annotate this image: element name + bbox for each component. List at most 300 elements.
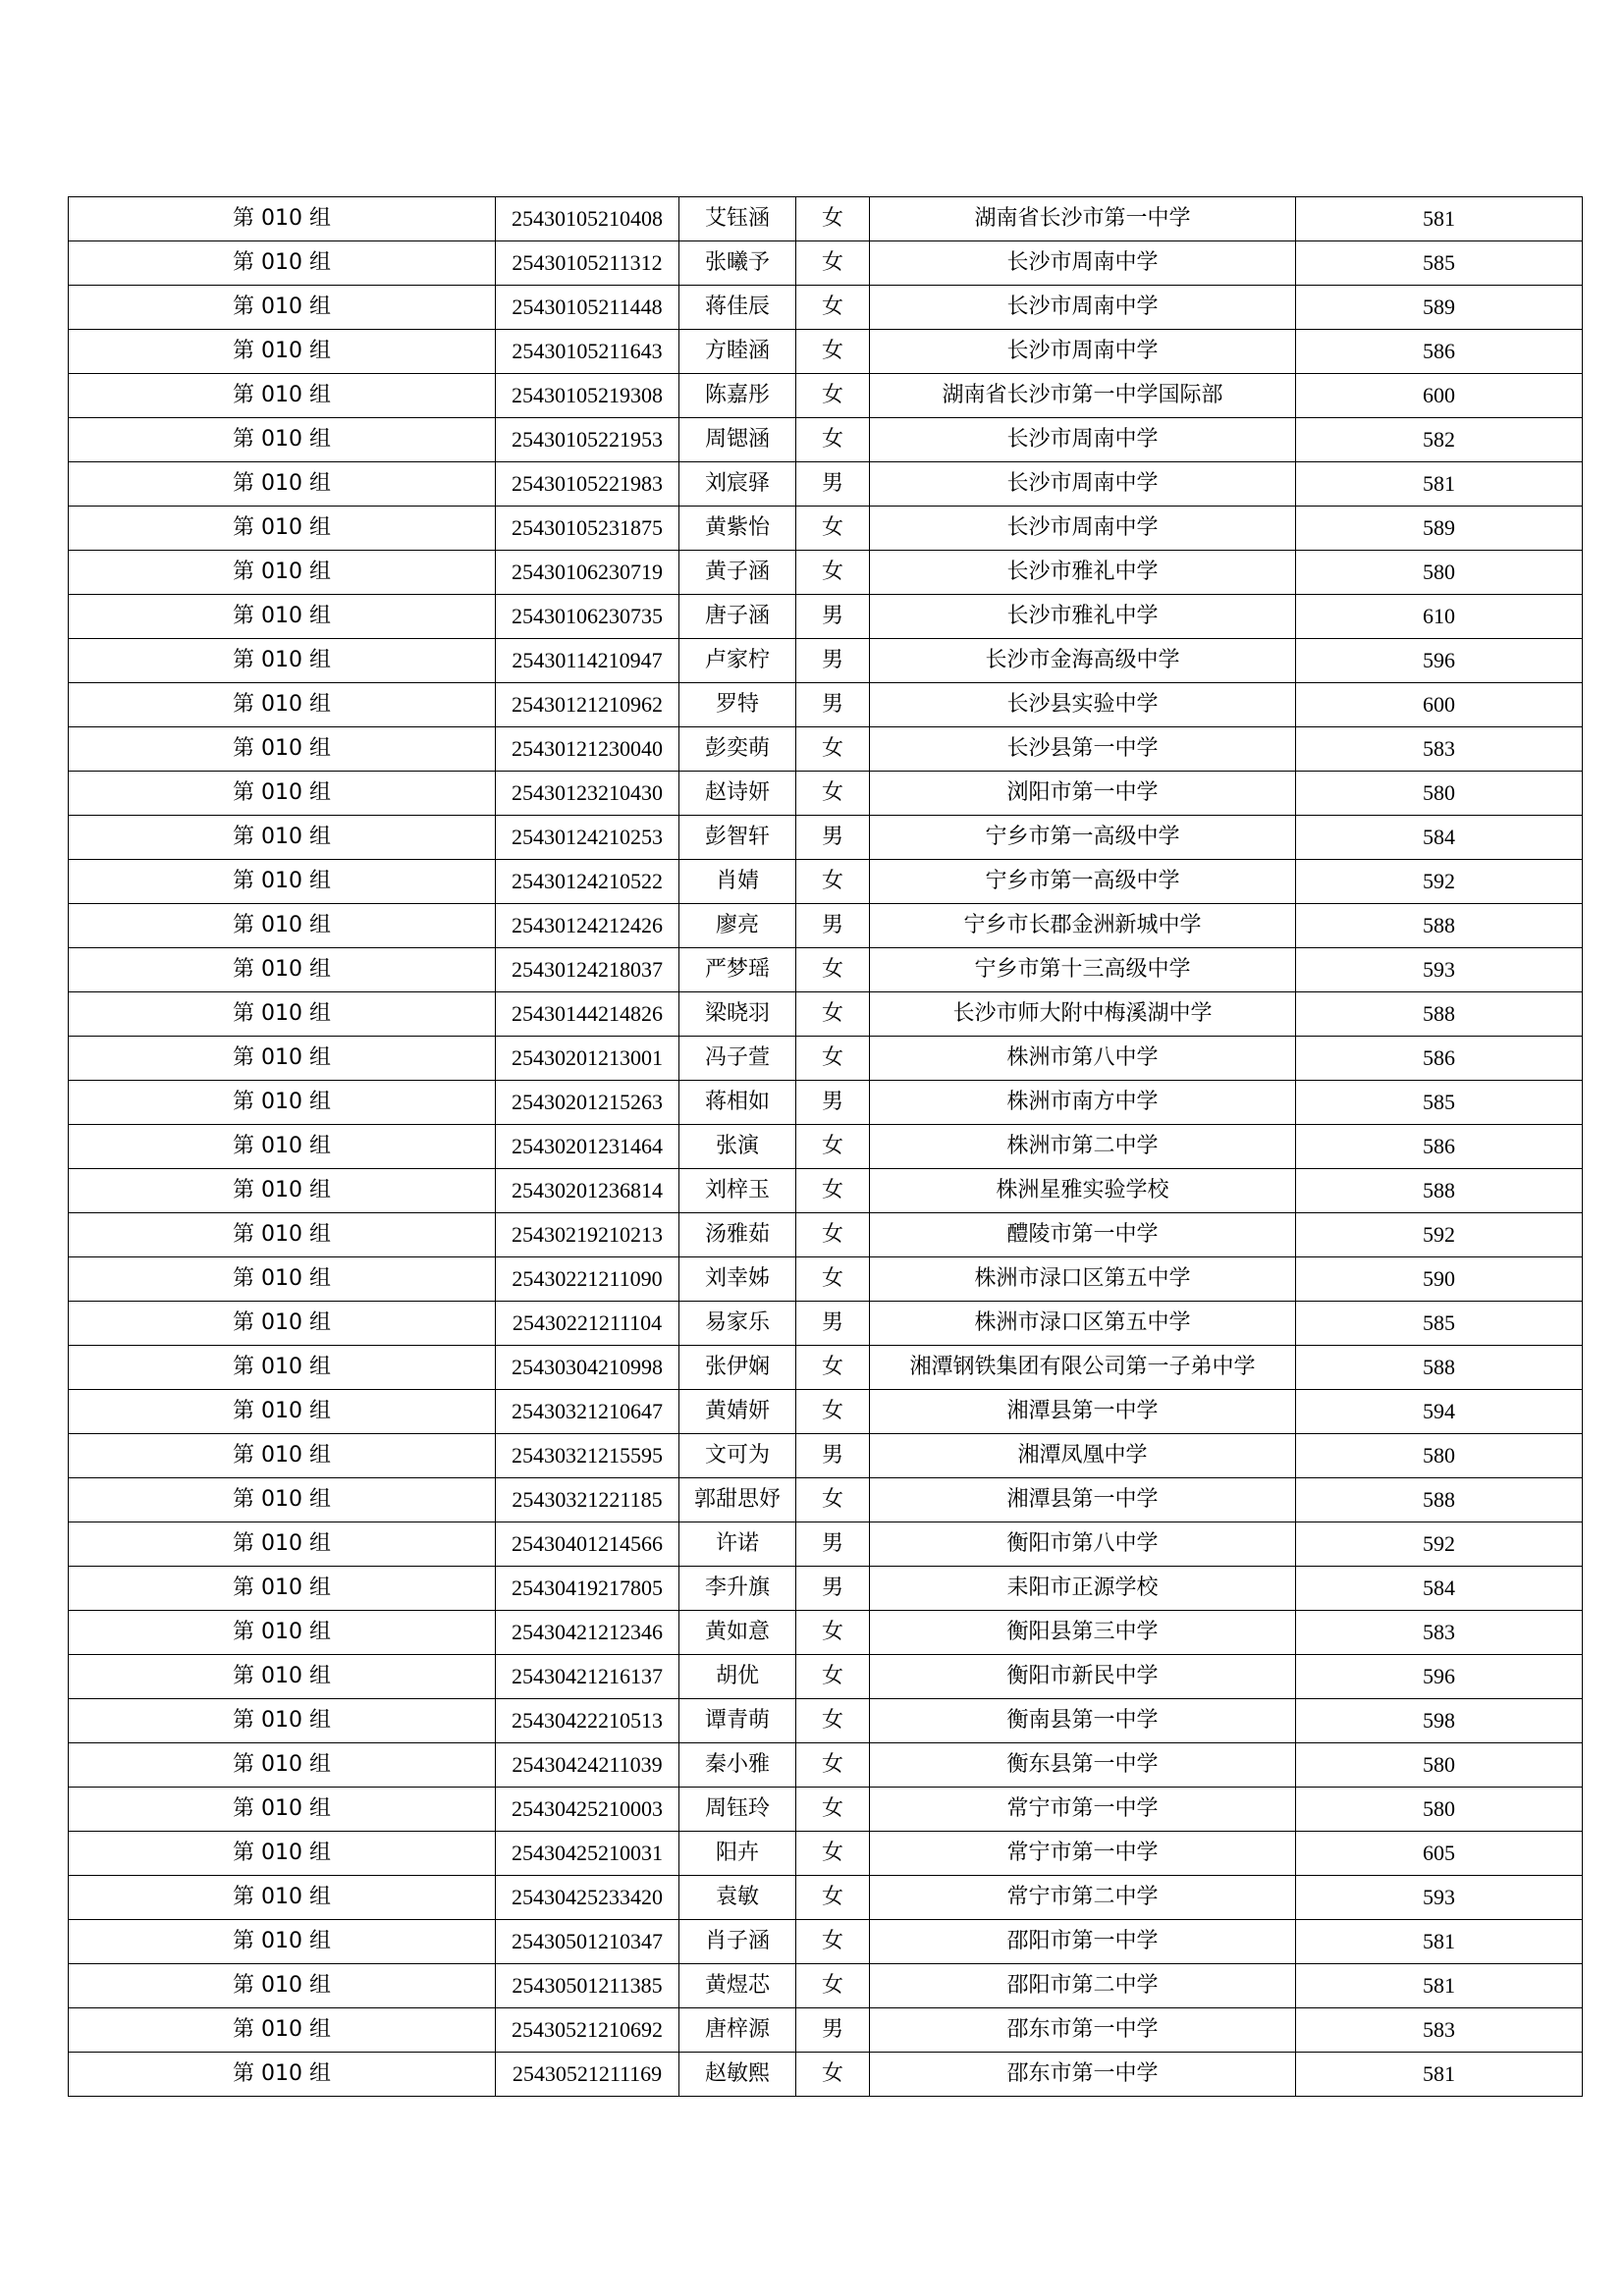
name-cell: 罗特 bbox=[679, 683, 796, 727]
group-cell: 第 010 组 bbox=[69, 816, 496, 860]
group-cell: 第 010 组 bbox=[69, 2008, 496, 2053]
gender-cell: 男 bbox=[796, 683, 870, 727]
school-cell: 长沙市周南中学 bbox=[870, 241, 1296, 286]
name-cell: 彭智轩 bbox=[679, 816, 796, 860]
candidate-id-cell: 25430521211169 bbox=[496, 2053, 679, 2097]
table-row bbox=[69, 2053, 1583, 2097]
table-row bbox=[69, 286, 1583, 330]
score-cell: 580 bbox=[1296, 1788, 1583, 1832]
gender-cell: 女 bbox=[796, 1346, 870, 1390]
candidate-id-cell: 25430501210347 bbox=[496, 1920, 679, 1964]
name-cell: 刘梓玉 bbox=[679, 1169, 796, 1213]
name-cell: 赵诗妍 bbox=[679, 772, 796, 816]
name-cell: 刘幸姊 bbox=[679, 1257, 796, 1302]
gender-cell: 女 bbox=[796, 1743, 870, 1788]
table-row bbox=[69, 1788, 1583, 1832]
candidate-id-cell: 25430124210253 bbox=[496, 816, 679, 860]
name-cell: 刘宸驿 bbox=[679, 462, 796, 507]
school-cell: 湘潭凤凰中学 bbox=[870, 1434, 1296, 1478]
group-cell: 第 010 组 bbox=[69, 1567, 496, 1611]
candidate-id-cell: 25430144214826 bbox=[496, 992, 679, 1037]
group-cell: 第 010 组 bbox=[69, 860, 496, 904]
table-row bbox=[69, 330, 1583, 374]
table-row bbox=[69, 639, 1583, 683]
school-cell: 长沙县实验中学 bbox=[870, 683, 1296, 727]
group-cell: 第 010 组 bbox=[69, 904, 496, 948]
name-cell: 易家乐 bbox=[679, 1302, 796, 1346]
gender-cell: 女 bbox=[796, 330, 870, 374]
candidate-id-cell: 25430106230719 bbox=[496, 551, 679, 595]
table-row bbox=[69, 1346, 1583, 1390]
candidate-id-cell: 25430105211643 bbox=[496, 330, 679, 374]
candidate-id-cell: 25430421216137 bbox=[496, 1655, 679, 1699]
score-cell: 585 bbox=[1296, 1081, 1583, 1125]
score-cell: 596 bbox=[1296, 1655, 1583, 1699]
candidate-id-cell: 25430105211312 bbox=[496, 241, 679, 286]
group-cell: 第 010 组 bbox=[69, 1788, 496, 1832]
group-cell: 第 010 组 bbox=[69, 1522, 496, 1567]
table-row bbox=[69, 860, 1583, 904]
school-cell: 湘潭钢铁集团有限公司第一子弟中学 bbox=[870, 1346, 1296, 1390]
score-cell: 590 bbox=[1296, 1257, 1583, 1302]
school-cell: 长沙市雅礼中学 bbox=[870, 551, 1296, 595]
name-cell: 谭青萌 bbox=[679, 1699, 796, 1743]
school-cell: 株洲市第二中学 bbox=[870, 1125, 1296, 1169]
score-cell: 585 bbox=[1296, 1302, 1583, 1346]
name-cell: 黄煜芯 bbox=[679, 1964, 796, 2008]
school-cell: 耒阳市正源学校 bbox=[870, 1567, 1296, 1611]
gender-cell: 女 bbox=[796, 948, 870, 992]
score-cell: 582 bbox=[1296, 418, 1583, 462]
school-cell: 湘潭县第一中学 bbox=[870, 1478, 1296, 1522]
group-cell: 第 010 组 bbox=[69, 1920, 496, 1964]
name-cell: 蒋相如 bbox=[679, 1081, 796, 1125]
name-cell: 方睦涵 bbox=[679, 330, 796, 374]
school-cell: 长沙市周南中学 bbox=[870, 286, 1296, 330]
candidate-id-cell: 25430105221983 bbox=[496, 462, 679, 507]
table-row bbox=[69, 1478, 1583, 1522]
school-cell: 衡南县第一中学 bbox=[870, 1699, 1296, 1743]
name-cell: 袁敏 bbox=[679, 1876, 796, 1920]
candidate-id-cell: 25430105210408 bbox=[496, 197, 679, 241]
group-cell: 第 010 组 bbox=[69, 551, 496, 595]
score-cell: 588 bbox=[1296, 904, 1583, 948]
school-cell: 宁乡市第一高级中学 bbox=[870, 816, 1296, 860]
candidate-id-cell: 25430321221185 bbox=[496, 1478, 679, 1522]
score-cell: 592 bbox=[1296, 1213, 1583, 1257]
table-row bbox=[69, 1522, 1583, 1567]
gender-cell: 女 bbox=[796, 551, 870, 595]
table-row bbox=[69, 462, 1583, 507]
gender-cell: 女 bbox=[796, 1699, 870, 1743]
score-cell: 580 bbox=[1296, 551, 1583, 595]
score-cell: 581 bbox=[1296, 2053, 1583, 2097]
school-cell: 常宁市第二中学 bbox=[870, 1876, 1296, 1920]
school-cell: 株洲市第八中学 bbox=[870, 1037, 1296, 1081]
candidate-id-cell: 25430124212426 bbox=[496, 904, 679, 948]
candidate-id-cell: 25430521210692 bbox=[496, 2008, 679, 2053]
gender-cell: 女 bbox=[796, 1920, 870, 1964]
table-row bbox=[69, 1655, 1583, 1699]
group-cell: 第 010 组 bbox=[69, 772, 496, 816]
group-cell: 第 010 组 bbox=[69, 1964, 496, 2008]
name-cell: 赵敏熙 bbox=[679, 2053, 796, 2097]
score-cell: 589 bbox=[1296, 286, 1583, 330]
gender-cell: 女 bbox=[796, 1125, 870, 1169]
table-row bbox=[69, 1567, 1583, 1611]
candidate-id-cell: 25430321210647 bbox=[496, 1390, 679, 1434]
school-cell: 株洲市渌口区第五中学 bbox=[870, 1302, 1296, 1346]
candidate-id-cell: 25430422210513 bbox=[496, 1699, 679, 1743]
table-row bbox=[69, 1920, 1583, 1964]
table-row bbox=[69, 948, 1583, 992]
candidate-id-cell: 25430425233420 bbox=[496, 1876, 679, 1920]
group-cell: 第 010 组 bbox=[69, 330, 496, 374]
score-cell: 610 bbox=[1296, 595, 1583, 639]
group-cell: 第 010 组 bbox=[69, 1390, 496, 1434]
group-cell: 第 010 组 bbox=[69, 1832, 496, 1876]
table-row bbox=[69, 1434, 1583, 1478]
candidate-id-cell: 25430424211039 bbox=[496, 1743, 679, 1788]
table-row bbox=[69, 772, 1583, 816]
candidate-id-cell: 25430114210947 bbox=[496, 639, 679, 683]
candidate-id-cell: 25430105221953 bbox=[496, 418, 679, 462]
candidate-id-cell: 25430425210003 bbox=[496, 1788, 679, 1832]
school-cell: 株洲市渌口区第五中学 bbox=[870, 1257, 1296, 1302]
school-cell: 长沙市周南中学 bbox=[870, 462, 1296, 507]
candidate-id-cell: 25430201236814 bbox=[496, 1169, 679, 1213]
group-cell: 第 010 组 bbox=[69, 1037, 496, 1081]
school-cell: 宁乡市长郡金洲新城中学 bbox=[870, 904, 1296, 948]
gender-cell: 男 bbox=[796, 1522, 870, 1567]
name-cell: 张演 bbox=[679, 1125, 796, 1169]
name-cell: 许诺 bbox=[679, 1522, 796, 1567]
name-cell: 周锶涵 bbox=[679, 418, 796, 462]
score-cell: 594 bbox=[1296, 1390, 1583, 1434]
gender-cell: 男 bbox=[796, 462, 870, 507]
candidate-id-cell: 25430401214566 bbox=[496, 1522, 679, 1567]
school-cell: 浏阳市第一中学 bbox=[870, 772, 1296, 816]
candidate-id-cell: 25430201213001 bbox=[496, 1037, 679, 1081]
group-cell: 第 010 组 bbox=[69, 1434, 496, 1478]
table-row bbox=[69, 507, 1583, 551]
score-cell: 586 bbox=[1296, 330, 1583, 374]
gender-cell: 男 bbox=[796, 1081, 870, 1125]
table-row bbox=[69, 241, 1583, 286]
name-cell: 李升旗 bbox=[679, 1567, 796, 1611]
score-cell: 580 bbox=[1296, 772, 1583, 816]
score-cell: 593 bbox=[1296, 1876, 1583, 1920]
gender-cell: 女 bbox=[796, 1876, 870, 1920]
school-cell: 长沙市金海高级中学 bbox=[870, 639, 1296, 683]
score-cell: 588 bbox=[1296, 1346, 1583, 1390]
name-cell: 卢家柠 bbox=[679, 639, 796, 683]
group-cell: 第 010 组 bbox=[69, 241, 496, 286]
gender-cell: 女 bbox=[796, 1213, 870, 1257]
group-cell: 第 010 组 bbox=[69, 1346, 496, 1390]
name-cell: 唐梓源 bbox=[679, 2008, 796, 2053]
gender-cell: 女 bbox=[796, 1832, 870, 1876]
name-cell: 秦小雅 bbox=[679, 1743, 796, 1788]
table-row bbox=[69, 374, 1583, 418]
table-row bbox=[69, 1081, 1583, 1125]
name-cell: 冯子萱 bbox=[679, 1037, 796, 1081]
group-cell: 第 010 组 bbox=[69, 197, 496, 241]
gender-cell: 女 bbox=[796, 2053, 870, 2097]
table-row bbox=[69, 2008, 1583, 2053]
score-cell: 580 bbox=[1296, 1743, 1583, 1788]
candidate-id-cell: 25430105211448 bbox=[496, 286, 679, 330]
candidate-id-cell: 25430105231875 bbox=[496, 507, 679, 551]
candidate-id-cell: 25430421212346 bbox=[496, 1611, 679, 1655]
name-cell: 唐子涵 bbox=[679, 595, 796, 639]
group-cell: 第 010 组 bbox=[69, 1302, 496, 1346]
group-cell: 第 010 组 bbox=[69, 727, 496, 772]
school-cell: 长沙市周南中学 bbox=[870, 507, 1296, 551]
school-cell: 株洲市南方中学 bbox=[870, 1081, 1296, 1125]
gender-cell: 女 bbox=[796, 1257, 870, 1302]
table-row bbox=[69, 1699, 1583, 1743]
name-cell: 阳卉 bbox=[679, 1832, 796, 1876]
table-row bbox=[69, 1832, 1583, 1876]
name-cell: 黄婧妍 bbox=[679, 1390, 796, 1434]
candidate-id-cell: 25430123210430 bbox=[496, 772, 679, 816]
candidate-id-cell: 25430219210213 bbox=[496, 1213, 679, 1257]
table-row bbox=[69, 1257, 1583, 1302]
gender-cell: 女 bbox=[796, 1655, 870, 1699]
candidate-id-cell: 25430124218037 bbox=[496, 948, 679, 992]
name-cell: 胡优 bbox=[679, 1655, 796, 1699]
score-cell: 600 bbox=[1296, 374, 1583, 418]
gender-cell: 女 bbox=[796, 241, 870, 286]
candidate-id-cell: 25430201231464 bbox=[496, 1125, 679, 1169]
gender-cell: 女 bbox=[796, 1788, 870, 1832]
group-cell: 第 010 组 bbox=[69, 1876, 496, 1920]
gender-cell: 男 bbox=[796, 816, 870, 860]
gender-cell: 女 bbox=[796, 1964, 870, 2008]
school-cell: 衡阳市第八中学 bbox=[870, 1522, 1296, 1567]
score-cell: 586 bbox=[1296, 1037, 1583, 1081]
name-cell: 汤雅茹 bbox=[679, 1213, 796, 1257]
name-cell: 文可为 bbox=[679, 1434, 796, 1478]
table-row bbox=[69, 1743, 1583, 1788]
gender-cell: 男 bbox=[796, 2008, 870, 2053]
gender-cell: 男 bbox=[796, 1567, 870, 1611]
table-row bbox=[69, 551, 1583, 595]
school-cell: 长沙市周南中学 bbox=[870, 330, 1296, 374]
name-cell: 严梦瑶 bbox=[679, 948, 796, 992]
gender-cell: 女 bbox=[796, 1390, 870, 1434]
school-cell: 醴陵市第一中学 bbox=[870, 1213, 1296, 1257]
score-cell: 598 bbox=[1296, 1699, 1583, 1743]
score-cell: 588 bbox=[1296, 1169, 1583, 1213]
school-cell: 长沙县第一中学 bbox=[870, 727, 1296, 772]
gender-cell: 女 bbox=[796, 727, 870, 772]
group-cell: 第 010 组 bbox=[69, 462, 496, 507]
school-cell: 衡阳市新民中学 bbox=[870, 1655, 1296, 1699]
candidate-id-cell: 25430501211385 bbox=[496, 1964, 679, 2008]
group-cell: 第 010 组 bbox=[69, 418, 496, 462]
name-cell: 廖亮 bbox=[679, 904, 796, 948]
table-row bbox=[69, 1302, 1583, 1346]
gender-cell: 女 bbox=[796, 1478, 870, 1522]
school-cell: 衡东县第一中学 bbox=[870, 1743, 1296, 1788]
score-cell: 581 bbox=[1296, 197, 1583, 241]
school-cell: 长沙市师大附中梅溪湖中学 bbox=[870, 992, 1296, 1037]
gender-cell: 女 bbox=[796, 418, 870, 462]
gender-cell: 男 bbox=[796, 595, 870, 639]
group-cell: 第 010 组 bbox=[69, 1699, 496, 1743]
school-cell: 常宁市第一中学 bbox=[870, 1788, 1296, 1832]
score-cell: 581 bbox=[1296, 462, 1583, 507]
score-cell: 585 bbox=[1296, 241, 1583, 286]
candidate-id-cell: 25430221211104 bbox=[496, 1302, 679, 1346]
group-cell: 第 010 组 bbox=[69, 2053, 496, 2097]
candidate-id-cell: 25430106230735 bbox=[496, 595, 679, 639]
candidate-id-cell: 25430304210998 bbox=[496, 1346, 679, 1390]
school-cell: 衡阳县第三中学 bbox=[870, 1611, 1296, 1655]
table-row bbox=[69, 1611, 1583, 1655]
gender-cell: 女 bbox=[796, 197, 870, 241]
school-cell: 湖南省长沙市第一中学国际部 bbox=[870, 374, 1296, 418]
name-cell: 彭奕萌 bbox=[679, 727, 796, 772]
candidate-id-cell: 25430221211090 bbox=[496, 1257, 679, 1302]
group-cell: 第 010 组 bbox=[69, 639, 496, 683]
gender-cell: 女 bbox=[796, 507, 870, 551]
score-cell: 586 bbox=[1296, 1125, 1583, 1169]
name-cell: 张伊娴 bbox=[679, 1346, 796, 1390]
score-cell: 592 bbox=[1296, 860, 1583, 904]
school-cell: 宁乡市第一高级中学 bbox=[870, 860, 1296, 904]
table-row bbox=[69, 1125, 1583, 1169]
score-cell: 592 bbox=[1296, 1522, 1583, 1567]
school-cell: 湘潭县第一中学 bbox=[870, 1390, 1296, 1434]
group-cell: 第 010 组 bbox=[69, 948, 496, 992]
name-cell: 梁晓羽 bbox=[679, 992, 796, 1037]
gender-cell: 女 bbox=[796, 286, 870, 330]
score-cell: 583 bbox=[1296, 1611, 1583, 1655]
gender-cell: 男 bbox=[796, 1434, 870, 1478]
score-cell: 600 bbox=[1296, 683, 1583, 727]
name-cell: 黄如意 bbox=[679, 1611, 796, 1655]
school-cell: 宁乡市第十三高级中学 bbox=[870, 948, 1296, 992]
name-cell: 肖子涵 bbox=[679, 1920, 796, 1964]
school-cell: 邵东市第一中学 bbox=[870, 2053, 1296, 2097]
gender-cell: 女 bbox=[796, 860, 870, 904]
roster-table bbox=[68, 196, 1583, 2097]
name-cell: 黄紫怡 bbox=[679, 507, 796, 551]
table-row bbox=[69, 1213, 1583, 1257]
table-row bbox=[69, 418, 1583, 462]
name-cell: 肖婧 bbox=[679, 860, 796, 904]
score-cell: 583 bbox=[1296, 727, 1583, 772]
name-cell: 张曦予 bbox=[679, 241, 796, 286]
table-row bbox=[69, 1964, 1583, 2008]
candidate-id-cell: 25430419217805 bbox=[496, 1567, 679, 1611]
name-cell: 艾钰涵 bbox=[679, 197, 796, 241]
group-cell: 第 010 组 bbox=[69, 286, 496, 330]
table-row bbox=[69, 683, 1583, 727]
table-row bbox=[69, 727, 1583, 772]
score-cell: 588 bbox=[1296, 1478, 1583, 1522]
table-row bbox=[69, 1876, 1583, 1920]
gender-cell: 女 bbox=[796, 1611, 870, 1655]
gender-cell: 男 bbox=[796, 904, 870, 948]
group-cell: 第 010 组 bbox=[69, 1213, 496, 1257]
table-row bbox=[69, 1169, 1583, 1213]
school-cell: 邵阳市第一中学 bbox=[870, 1920, 1296, 1964]
score-cell: 593 bbox=[1296, 948, 1583, 992]
name-cell: 蒋佳辰 bbox=[679, 286, 796, 330]
gender-cell: 女 bbox=[796, 374, 870, 418]
name-cell: 郭甜思妤 bbox=[679, 1478, 796, 1522]
school-cell: 湖南省长沙市第一中学 bbox=[870, 197, 1296, 241]
gender-cell: 女 bbox=[796, 992, 870, 1037]
gender-cell: 女 bbox=[796, 1169, 870, 1213]
name-cell: 周钰玲 bbox=[679, 1788, 796, 1832]
table-row bbox=[69, 1390, 1583, 1434]
score-cell: 605 bbox=[1296, 1832, 1583, 1876]
name-cell: 黄子涵 bbox=[679, 551, 796, 595]
candidate-id-cell: 25430121230040 bbox=[496, 727, 679, 772]
gender-cell: 男 bbox=[796, 639, 870, 683]
score-cell: 581 bbox=[1296, 1920, 1583, 1964]
candidate-id-cell: 25430124210522 bbox=[496, 860, 679, 904]
score-cell: 584 bbox=[1296, 816, 1583, 860]
group-cell: 第 010 组 bbox=[69, 1611, 496, 1655]
table-row bbox=[69, 904, 1583, 948]
school-cell: 常宁市第一中学 bbox=[870, 1832, 1296, 1876]
school-cell: 株洲星雅实验学校 bbox=[870, 1169, 1296, 1213]
candidate-id-cell: 25430425210031 bbox=[496, 1832, 679, 1876]
group-cell: 第 010 组 bbox=[69, 683, 496, 727]
table-row bbox=[69, 992, 1583, 1037]
group-cell: 第 010 组 bbox=[69, 374, 496, 418]
candidate-id-cell: 25430201215263 bbox=[496, 1081, 679, 1125]
school-cell: 长沙市雅礼中学 bbox=[870, 595, 1296, 639]
group-cell: 第 010 组 bbox=[69, 1478, 496, 1522]
table-row bbox=[69, 816, 1583, 860]
school-cell: 邵东市第一中学 bbox=[870, 2008, 1296, 2053]
gender-cell: 女 bbox=[796, 772, 870, 816]
candidate-id-cell: 25430321215595 bbox=[496, 1434, 679, 1478]
table-row bbox=[69, 1037, 1583, 1081]
score-cell: 589 bbox=[1296, 507, 1583, 551]
group-cell: 第 010 组 bbox=[69, 507, 496, 551]
candidate-id-cell: 25430121210962 bbox=[496, 683, 679, 727]
name-cell: 陈嘉彤 bbox=[679, 374, 796, 418]
gender-cell: 男 bbox=[796, 1302, 870, 1346]
score-cell: 583 bbox=[1296, 2008, 1583, 2053]
group-cell: 第 010 组 bbox=[69, 1655, 496, 1699]
group-cell: 第 010 组 bbox=[69, 1125, 496, 1169]
group-cell: 第 010 组 bbox=[69, 1169, 496, 1213]
score-cell: 581 bbox=[1296, 1964, 1583, 2008]
group-cell: 第 010 组 bbox=[69, 1743, 496, 1788]
candidate-id-cell: 25430105219308 bbox=[496, 374, 679, 418]
table-row bbox=[69, 595, 1583, 639]
score-cell: 588 bbox=[1296, 992, 1583, 1037]
group-cell: 第 010 组 bbox=[69, 992, 496, 1037]
school-cell: 长沙市周南中学 bbox=[870, 418, 1296, 462]
score-cell: 596 bbox=[1296, 639, 1583, 683]
score-cell: 584 bbox=[1296, 1567, 1583, 1611]
school-cell: 邵阳市第二中学 bbox=[870, 1964, 1296, 2008]
gender-cell: 女 bbox=[796, 1037, 870, 1081]
table-row bbox=[69, 197, 1583, 241]
group-cell: 第 010 组 bbox=[69, 1257, 496, 1302]
group-cell: 第 010 组 bbox=[69, 595, 496, 639]
